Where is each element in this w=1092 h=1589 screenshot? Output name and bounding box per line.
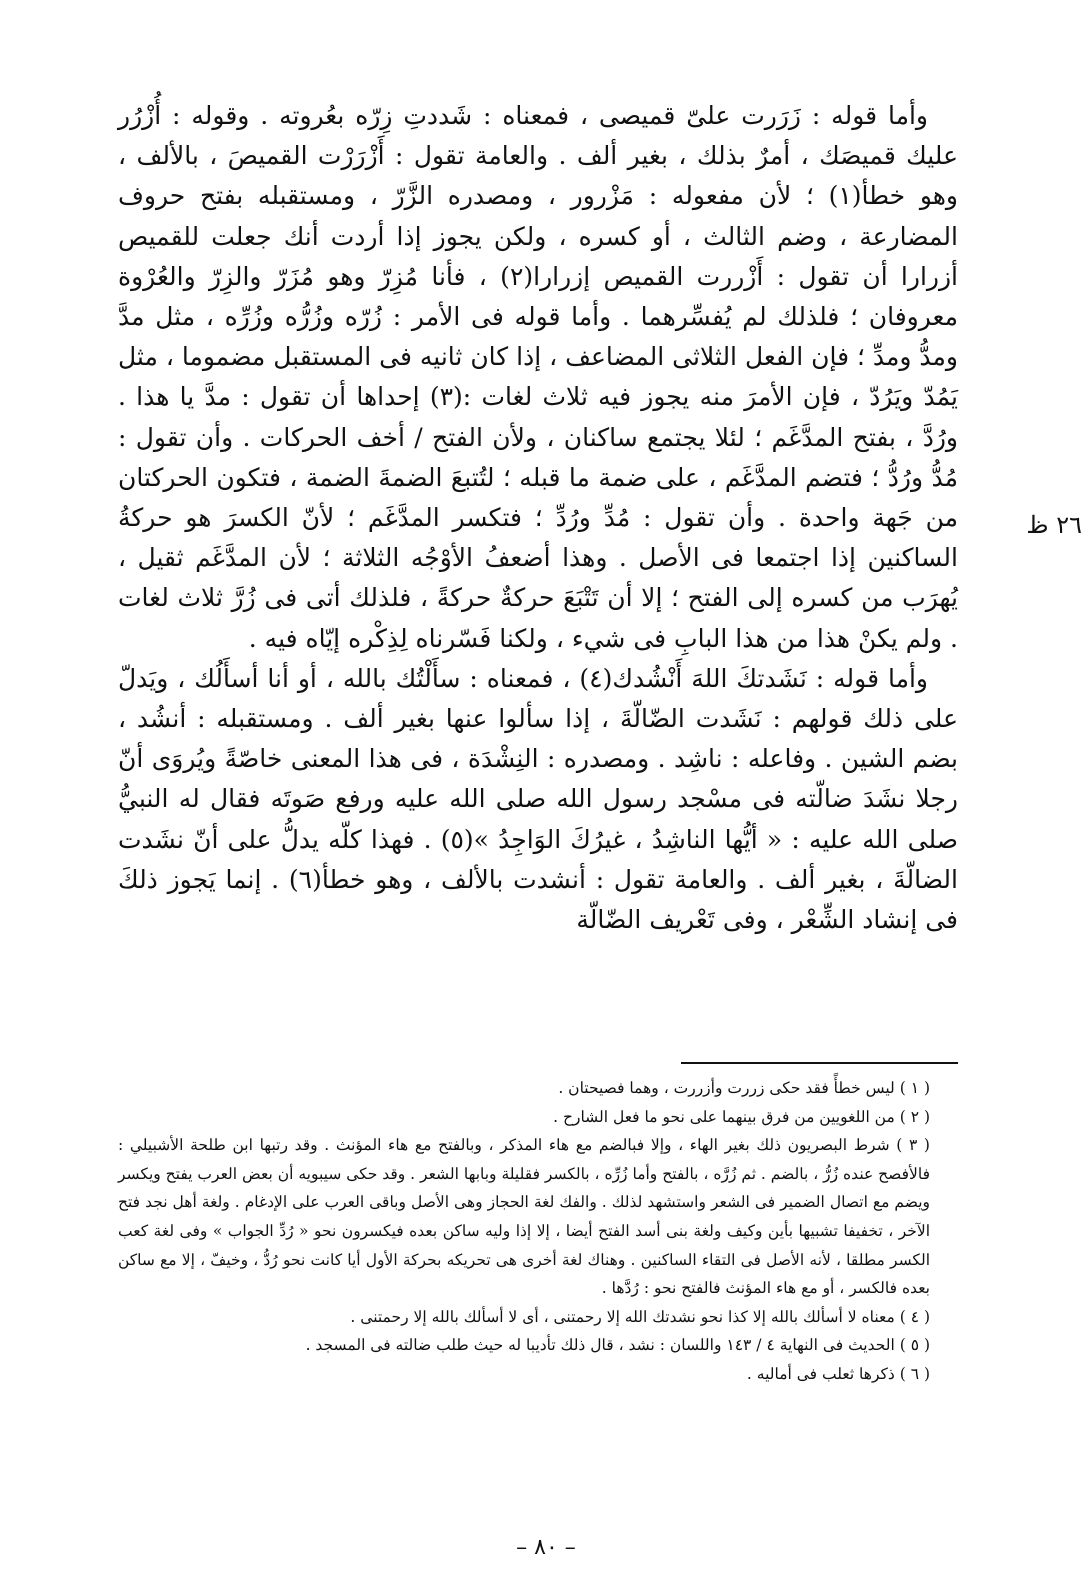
footnote-3: ( ٣ ) شرط البصريون ذلك بغير الهاء ، وإلا فبالضم مع هاء المذكر ، وبالفتح مع هاء المؤنث . وقد رتبها ابن طلحة الأشبيلي : فالأفصح عنده زُرُّ ، بالضم . ثم زُرَّه ، بالفتح وأما زُرِّه ، بالكسر فقليلة وبابها الشعر . وقد حكى سيبويه أن بعض العرب يفتح ويكسر ويضم مع اتصال الضمير فى الشعر واستشهد لذلك . والفك لغة الحجاز وهى الأصل وباقى العرب على الإدغام . ولغة أهل نجد فتح الآخر ، تخفيفا تشبيها بأين وكيف ولغة بنى أسد الفتح أيضا ، إلا إذا وليه ساكن بعده فيكسرون نحو « رُدِّ الجواب » وفى لغة كعب الكسر مطلقا ، لأنه الأصل فى التقاء الساكنين . وهناك لغة أخرى هى تحريكه بحركة الأول أيا كانت نحو رُدُّ ، وخيفّ ، إلا مع ساكن بعده فالكسر ، أو مع هاء المؤنث فالفتح نحو : رُدَّها . bbox=[118, 1136, 930, 1298]
footnote-5: ( ٥ ) الحديث فى النهاية ٤ / ١٤٣ واللسان : نشد ، قال ذلك تأديبا له حيث طلب ضالته فى المسجد . bbox=[305, 1336, 930, 1355]
main-text-body bbox=[118, 96, 958, 940]
margin-folio-note: ٢٦ ظ bbox=[1026, 511, 1082, 539]
main-paragraph-1: وأما قوله : زَرَرت علىّ قميصى ، فمعناه : شَددتِ زِرّه بعُروته . وقوله : أُزْرُر عليك قميصَك ، أمرٌ بذلك ، بغير ألف . والعامة تقول : أَزْرَرْت القميصَ ، بالألف ، وهو خطأ(١) ؛ لأن مفعوله : مَزْرور ، ومصدره الزَّرّ ، ومستقبله بفتح حروف المضارعة ، وضم الثالث ، أو كسره ، ولكن يجوز إذا أردت أنك جعلت للقميص أزرارا أن تقول : أَزْررت القميص إزرارا(٢) ، فأنا مُزِرّ وهو مُزَرّ والزِرّ والعُرْوة معروفان ؛ فلذلك لم يُفسِّرهما . وأما قوله فى الأمر : زُرّه وزُرُّه وزُرِّه ، مثل مدَّ ومدُّ ومدِّ ؛ فإن الفعل الثلاثى المضاعف ، إذا كان ثانيه فى المستقبل مضموما ، مثل يَمُدّ ويَرُدّ ، فإن الأمرَ منه يجوز فيه ثلاث لغات :(٣) إحداها أن تقول : مدَّ يا هذا . ورُدَّ ، بفتح المدَّغَم ؛ لئلا يجتمع ساكنان ، ولأن الفتح / أخف الحركات . وأن تقول : مُدُّ ورُدُّ ؛ فتضم المدَّغَم ، على ضمة ما قبله ؛ لتُتبعَ الضمةَ الضمة ، فتكون الحركتان من جَهة واحدة . وأن تقول : مُدِّ ورُدِّ ؛ فتكسر المدَّغَم ؛ لأنّ الكسرَ هو حركةُ الساكنين إذا اجتمعا فى الأصل . وهذا أضعفُ الأوْجُه الثلاثة ؛ لأن المدَّغَم ثقيل ، يُهرَب من كسره إلى الفتح ؛ إلا أن تَتْبَعَ حركةٌ حركةً ، فلذلك أتى فى زُرَّ ثلاث لغات . ولم يكنْ هذا من هذا البابِ فى شيء ، ولكنا فَسّرناه لِذِكْره إيّاه فيه . bbox=[118, 101, 959, 653]
main-paragraph-2: وأما قوله : نَشَدتكَ اللهَ أَنْشُدك(٤) ، فمعناه : سأَلْتُك بالله ، أو أنا أسأَلُك ، ويَدلّ على ذلك قولهم : نَشَدت الضّالّةَ ، إذا سألوا عنها بغير ألف . ومستقبله : أنشُد ، بضم الشين . وفاعله : ناشِد . ومصدره : النِشْدَة ، فى هذا المعنى خاصّةً ويُروَى أنّ رجلا نشَدَ ضالّته فى مسْجد رسول الله صلى الله عليه ورفع صَوتَه فقال له النبيُّ صلى الله عليه : « أيُّها الناشِدُ ، غيرُكَ الوَاجِدُ »(٥) . فهذا كلّه يدلُّ على أنّ نشَدت الضالّةَ ، بغير ألف . والعامة تقول : أنشدت بالألف ، وهو خطأ(٦) . إنما يَجوز ذلكَ فى إنشاد الشِّعْر ، وفى تَعْريف الضّالّة bbox=[118, 663, 958, 935]
footnote-4: ( ٤ ) معناه لا أسألك بالله إلا كذا نحو نشدتك الله إلا رحمتنى ، أى لا أسألك بالله إلا رحمتنى . bbox=[350, 1307, 930, 1326]
footnotes-section bbox=[118, 1074, 958, 1389]
footnote-2: ( ٢ ) من اللغويين من فرق بينهما على نحو ما فعل الشارح . bbox=[553, 1107, 930, 1126]
footnote-separator-rule bbox=[681, 1062, 958, 1064]
footnote-1: ( ١ ) ليس خطأً فقد حكى زررت وأزررت ، وهما فصيحتان . bbox=[558, 1079, 930, 1097]
page-number: – ٨٠ – bbox=[516, 1535, 576, 1560]
footnote-6: ( ٦ ) ذكرها ثعلب فى أماليه . bbox=[746, 1364, 930, 1383]
